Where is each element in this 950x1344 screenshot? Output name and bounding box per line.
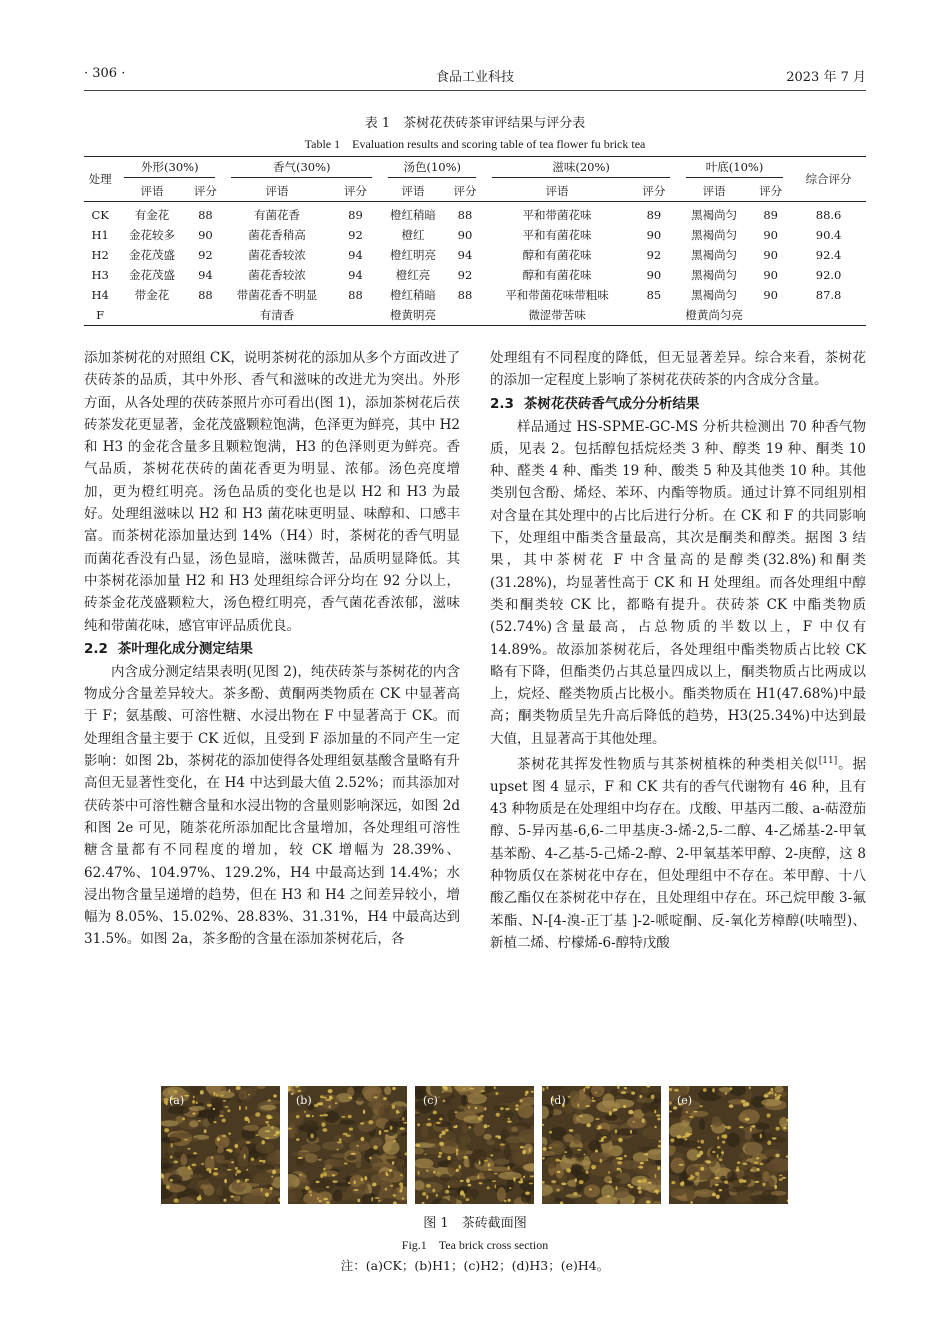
- table-cell: 88: [198, 288, 213, 302]
- table-cell: 92.4: [815, 248, 842, 262]
- header-treatment: 处理: [84, 157, 116, 202]
- table-cell: 微涩带苦味: [484, 305, 630, 326]
- table-cell: 92: [457, 268, 473, 282]
- body-paragraph: 添加茶树花的对照组 CK，说明茶树花的添加从多个方面改进了茯砖茶的品质，其中外形、香气和滋味的改进尤为突出。外形方面，从各处理的茯砖茶照片亦可看出(图 1)，添加茶树花后茯砖茶发花更显著，金花茂盛颗粒饱满，色泽更为鲜亮，其中 H2 和 H3 的金花含量多且颗粒饱满，H3 的色泽则更为鲜亮。香气品质，茶树花茯砖的菌花香更为明显、浓郁。汤色亮度增加，更为橙红明亮。汤色品质的变化也是以 H2 和 H3 为最好。处理组滋味以 H2 和 H3 菌花味更明显、味醇和、口感丰富。而茶树花添加量达到 14%（H4）时，茶树花的香气明显而菌花香没有凸显，汤色显暗，滋味微苦，品质明显降低。其中茶树花添加量 H2 和 H3 处理组综合评分均在 92 分以上，砖茶金花茂盛颗粒大，汤色橙红明亮，香气菌花香浓郁，滋味纯和带菌花味，感官审评品质优良。: [84, 350, 460, 634]
- table-row: [84, 225, 866, 245]
- table-cell: 有金花: [134, 208, 170, 222]
- table-cell: H2: [91, 248, 109, 262]
- table-cell: 89: [763, 208, 778, 222]
- subheader-score: 评分: [750, 180, 791, 202]
- table-cell: 90: [763, 268, 778, 282]
- table-cell: 92.0: [815, 268, 842, 282]
- table-cell: 89: [348, 208, 363, 222]
- table-cell: 平和带菌花味带粗味: [505, 288, 609, 302]
- tea-brick-photo: [669, 1086, 788, 1204]
- table-cell: 88: [348, 288, 363, 302]
- table-cell: 92: [348, 228, 363, 242]
- table-cell: 94: [457, 248, 473, 262]
- table-cell: 92: [198, 248, 213, 262]
- table-cell: 90.4: [815, 228, 842, 242]
- table-cell: [331, 305, 381, 326]
- body-paragraph: 茶树花其挥发性物质与其茶树植株的种类相关似[11]。据 upset 图 4 显示，F 和 CK 共有的香气代谢物有 46 种，且有 43 种物质是在处理组中均存在。戊酸、甲基丙二酸、a-萜澄茄醇、5-异丙基-6,6-二甲基庚-3-烯-2,5-二醇、4-乙烯基-2-甲氧基苯酚、4-乙基-5-己烯-2-醇、2-甲氧基苯甲醇、2-庚醇，这 8 种物质仅在茶树花中存在，但处理组中不存在。苯甲醇、十八酸乙酯仅在茶树花中存在，且处理组中存在。环己烷甲酸 3-氟苯酯、N-[4-溴-正丁基 ]-2-哌啶酮、反-氧化芳樟醇(呋喃型)、新植二烯、柠檬烯-6-醇特戊酸: [490, 756, 867, 951]
- section-heading-2-2: 2.2 茶叶理化成分测定结果: [84, 640, 253, 657]
- photo-label: (a): [169, 1094, 185, 1107]
- subheader-score: 评分: [331, 180, 381, 202]
- subheader-score: 评分: [188, 180, 224, 202]
- table-cell: 带菌花香不明显: [236, 288, 318, 302]
- subheader-comment: 评语: [484, 180, 630, 202]
- table-cell: 90: [457, 228, 473, 242]
- table-cell: [446, 305, 485, 326]
- subheader-comment: 评语: [116, 180, 187, 202]
- table-cell: 菌花香稍高: [248, 228, 306, 242]
- table-cell: 90: [763, 228, 778, 242]
- table-title-zh: 表 1 茶树花茯砖茶审评结果与评分表: [364, 116, 586, 131]
- table-cell: 带金花: [134, 288, 170, 302]
- running-header: [84, 66, 866, 86]
- subheader-comment: 评语: [223, 180, 330, 202]
- table-cell: 菌花香较浓: [248, 268, 306, 282]
- body-paragraph: 样品通过 HS-SPME-GC-MS 分析共检测出 70 种香气物质，见表 2。包括醇包括烷烃类 3 种、醇类 19 种、酮类 10 种、醛类 4 种、酯类 19 种、酸类 5 种及其他类 10 种。其他类别包含酚、烯烃、苯环、内酯等物质。通过计算不同组别相对含量在其处理中的占比后进行分析。在 CK 和 F 的共同影响下，处理组中酯类含量最高，其次是酮类和醇类。据图 3 结果，其中茶树花 F 中含量高的是醇类(32.8%)和酮类(31.28%)，均显著性高于 CK 和 H 处理组。而各处理组中醇类和酮类较 CK 比，都略有提升。茯砖茶 CK 中酯类物质(52.74%)含量最高，占总物质的半数以上，F 中仅有 14.89%。故添加茶树花后，各处理组中酯类物质占比较 CK 略有下降，但酯类仍占其总量四成以上，酮类物质占比两成以上，烷烃、醛类物质占比极小。酯类物质在 H1(47.68%)中最高；酮类物质呈先升高后降低的趋势，H3(25.34%)中达到最大值，且显著高于其他处理。: [490, 418, 866, 747]
- table-cell: 橙红亮: [395, 268, 431, 282]
- tea-brick-photo: [415, 1086, 534, 1204]
- table-cell: 醇和有菌花味: [522, 248, 592, 262]
- table-cell: 黑褐尚匀: [691, 208, 738, 222]
- photo-label: (d): [550, 1094, 566, 1107]
- table-cell: 菌花香较浓: [248, 248, 306, 262]
- table-cell: F: [84, 305, 116, 326]
- section-heading-2-3: 2.3 茶树花茯砖香气成分分析结果: [490, 395, 700, 412]
- table-cell: 有清香: [223, 305, 330, 326]
- photo-label: (b): [296, 1094, 312, 1107]
- subheader-score: 评分: [630, 180, 678, 202]
- table-cell: 平和有菌花味: [522, 228, 592, 242]
- table-cell: 85: [646, 288, 662, 302]
- body-paragraph: 处理组有不同程度的降低，但无显著差异。综合来看，茶树花的添加一定程度上影响了茶树花茯砖茶的内含成分含量。: [490, 350, 866, 389]
- table-cell: 88: [198, 208, 213, 222]
- table-cell: H1: [91, 228, 109, 242]
- tea-brick-photo: [542, 1086, 661, 1204]
- table-cell: 88: [457, 288, 473, 302]
- evaluation-table: [84, 156, 866, 326]
- table-cell: [188, 305, 224, 326]
- table-row: [84, 245, 866, 265]
- table-cell: 平和带菌花味: [522, 208, 592, 222]
- header-leaf-bottom: 叶底(10%): [678, 157, 791, 181]
- table-cell: 88.6: [815, 208, 842, 222]
- table-cell: 有菌花香: [253, 208, 300, 222]
- photo-label: (e): [677, 1094, 693, 1107]
- table-cell: [750, 305, 791, 326]
- table-cell: [630, 305, 678, 326]
- table-cell: 90: [646, 228, 662, 242]
- table-cell: 金花较多: [128, 228, 175, 242]
- figure-1-photos: [161, 1086, 789, 1204]
- table-cell: 橙红: [401, 228, 425, 242]
- table-cell: CK: [91, 208, 109, 222]
- header-rule: [84, 90, 866, 91]
- table-cell: 黑褐尚匀: [691, 248, 738, 262]
- header-taste: 滋味(20%): [484, 157, 678, 181]
- left-column: [84, 347, 460, 951]
- table-cell: H3: [91, 268, 109, 282]
- table-cell: 黑褐尚匀: [691, 288, 738, 302]
- table-cell: 金花茂盛: [128, 268, 175, 282]
- citation-ref: [11]: [818, 756, 838, 767]
- photo-label: (c): [423, 1094, 438, 1107]
- table-row: [84, 265, 866, 285]
- right-column: [490, 347, 866, 954]
- table-cell: 醇和有菌花味: [522, 268, 592, 282]
- table-cell: 92: [646, 248, 662, 262]
- tea-brick-photo: [288, 1086, 407, 1204]
- table-cell: 橙黄明亮: [380, 305, 445, 326]
- table-cell: 88: [457, 208, 473, 222]
- table-cell: 90: [763, 288, 778, 302]
- table-cell: 94: [198, 268, 213, 282]
- table-cell: 87.8: [815, 288, 842, 302]
- table-cell: 94: [348, 248, 363, 262]
- table-row: [84, 305, 866, 326]
- table-row: [84, 285, 866, 305]
- table-cell: 89: [646, 208, 662, 222]
- subheader-score: 评分: [446, 180, 485, 202]
- header-liquor-color: 汤色(10%): [380, 157, 484, 181]
- figure-note: 注：(a)CK；(b)H1；(c)H2；(d)H3；(e)H4。: [340, 1258, 610, 1273]
- page-number: · 306 ·: [84, 66, 126, 81]
- tea-brick-photo: [161, 1086, 280, 1204]
- table-cell: [116, 305, 187, 326]
- table-cell: 橙黄尚匀亮: [678, 305, 750, 326]
- subheader-comment: 评语: [678, 180, 750, 202]
- table-cell: 黑褐尚匀: [691, 228, 738, 242]
- table-row: [84, 202, 866, 226]
- header-appearance: 外形(30%): [116, 157, 223, 181]
- figure-title-zh: 图 1 茶砖截面图: [423, 1216, 527, 1231]
- body-paragraph: 内含成分测定结果表明(见图 2)，纯茯砖茶与茶树花的内含物成分含量差异较大。茶多酚、黄酮两类物质在 CK 中显著高于 F；氨基酸、可溶性糖、水浸出物在 F 中显著高于 CK。而处理组含量主要于 CK 近似，且受到 F 添加量的不同产生一定影响：如图 2b，茶树花的添加使得各处理组氨基酸含量略有升高但无显著性变化，在 H4 中达到最大值 2.52%；而其添加对茯砖茶中可溶性糖含量和水浸出物的含量则影响深远，如图 2d 和图 2e 可见，随茶花所添加配比含量增加，各处理组可溶性糖含量都有不同程度的增加，较 CK 增幅为 28.39%、62.47%、104.97%、129.2%，H4 中最高达到 14.4%；水浸出物含量呈递增的趋势，但在 H3 和 H4 之间差异较小，增幅为 8.05%、15.02%、28.83%、31.31%，H4 中最高达到 31.5%。如图 2a，茶多酚的含量在添加茶树花后，各: [84, 663, 460, 948]
- figure-title-en: Fig.1 Tea brick cross section: [401, 1238, 549, 1252]
- table-cell: 94: [348, 268, 363, 282]
- table-cell: 90: [646, 268, 662, 282]
- table-cell: [791, 305, 866, 326]
- table-title-en: Table 1 Evaluation results and scoring table of tea flower fu brick tea: [304, 137, 646, 151]
- table-cell: H4: [91, 288, 109, 302]
- table-cell: 橙红稍暗: [389, 288, 436, 302]
- issue-date: 2023 年 7 月: [786, 70, 866, 85]
- subheader-comment: 评语: [380, 180, 445, 202]
- table-cell: 橙红明亮: [389, 248, 436, 262]
- table-cell: 橙红稍暗: [389, 208, 436, 222]
- journal-name: 食品工业科技: [435, 70, 514, 85]
- header-aroma: 香气(30%): [223, 157, 380, 181]
- table-cell: 金花茂盛: [128, 248, 175, 262]
- header-total: 综合评分: [791, 157, 866, 202]
- table-cell: 90: [198, 228, 213, 242]
- table-cell: 90: [763, 248, 778, 262]
- table-cell: 黑褐尚匀: [691, 268, 738, 282]
